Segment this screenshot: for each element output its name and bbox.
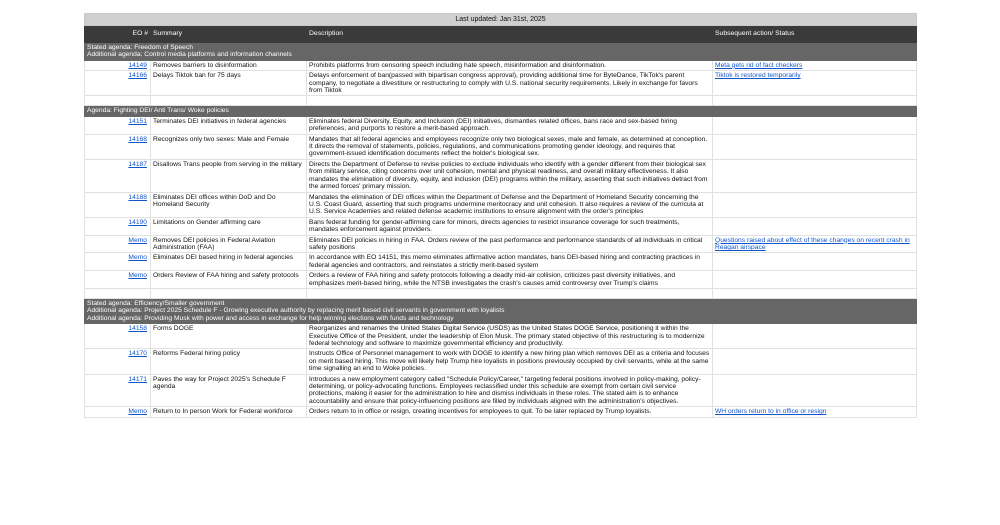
status-cell bbox=[713, 324, 917, 349]
agenda-row bbox=[85, 43, 917, 61]
agenda-row bbox=[85, 298, 917, 323]
table-row bbox=[85, 407, 917, 417]
description-cell: Mandates that all federal agencies and employees recognize only two biological sexes, male and female, as determined at conception. It directs the removal of statements, policies, regulations, and communications promoting gender ideology, and requires that government-issued identification documents reflect the holder's biological sex. bbox=[307, 134, 713, 159]
status-cell bbox=[713, 253, 917, 271]
empty-cell bbox=[713, 96, 917, 106]
eo-cell bbox=[85, 407, 151, 417]
agenda-text: Additional agenda: Project 2025 Schedule F - Growing executive authority by replacing merit based civil servants in government with loyalists bbox=[87, 307, 505, 315]
eo-cell bbox=[85, 116, 151, 134]
agenda-row bbox=[85, 106, 917, 116]
agenda-text: Stated agenda: Freedom of Speech bbox=[87, 44, 193, 51]
empty-cell bbox=[713, 288, 917, 298]
eo-link[interactable]: 14188 bbox=[128, 193, 147, 201]
table-row bbox=[85, 374, 917, 407]
status-cell bbox=[713, 217, 917, 235]
table-row bbox=[85, 159, 917, 192]
eo-link[interactable]: Memo bbox=[128, 254, 147, 262]
eo-cell bbox=[85, 60, 151, 70]
eo-cell bbox=[85, 271, 151, 289]
eo-link[interactable]: 14190 bbox=[128, 218, 147, 226]
table-row bbox=[85, 116, 917, 134]
summary-cell: Eliminates DEI offices within DoD and Do Homeland Security bbox=[151, 192, 307, 217]
empty-cell bbox=[307, 96, 713, 106]
agenda-text: Stated agenda: Efficiency/Smaller government bbox=[87, 299, 225, 307]
status-link[interactable]: WH orders return to in office or resign bbox=[715, 408, 827, 416]
description-cell: Eliminates federal Diversity, Equity, and Inclusion (DEI) initiatives, dismantles related offices, bans race and sex-based hiring preferences, and purports to restore a merit-based approach. bbox=[307, 116, 713, 134]
description-cell: Introduces a new employment category called "Schedule Policy/Career," targeting federal positions involved in policy-making, policy-determining, or policy-advocating functions. Employees reclassified under this schedule are exempt from certain civil service protections, making it easier for the administration to hire and dismiss individuals in these roles. The stated aim is to enhance accountability and ensure that policy-influencing positions are filled by individuals aligned with the administration's objectives. bbox=[307, 374, 713, 407]
title-row bbox=[85, 14, 917, 26]
header-status: Subsequent action/ Status bbox=[713, 26, 917, 43]
executive-orders-table bbox=[84, 13, 917, 418]
eo-cell bbox=[85, 253, 151, 271]
description-cell: Reorganizes and renames the United States Digital Service (USDS) as the United States DOGE Service, positioning it within the Executive Office of the President, under the leadership of Elon Musk. The primary stated objective of this restructuring is to modernize federal technology and software to maximize governmental efficiency and productivity. bbox=[307, 324, 713, 349]
summary-cell: Forms DOGE bbox=[151, 324, 307, 349]
summary-cell: Return to In person Work for Federal workforce bbox=[151, 407, 307, 417]
table-row bbox=[85, 217, 917, 235]
agenda-cell bbox=[85, 106, 917, 116]
table-row bbox=[85, 253, 917, 271]
status-cell bbox=[713, 134, 917, 159]
summary-cell: Eliminates DEI based hiring in federal agencies bbox=[151, 253, 307, 271]
status-cell bbox=[713, 374, 917, 407]
spreadsheet bbox=[84, 13, 916, 418]
eo-link[interactable]: 14149 bbox=[128, 61, 147, 69]
summary-cell: Limitations on Gender affirming care bbox=[151, 217, 307, 235]
table-row bbox=[85, 60, 917, 70]
agenda-cell bbox=[85, 298, 917, 323]
summary-cell: Paves the way for Project 2025's Schedule F agenda bbox=[151, 374, 307, 407]
summary-cell: Recognizes only two sexes: Male and Female bbox=[151, 134, 307, 159]
eo-cell bbox=[85, 349, 151, 374]
status-cell bbox=[713, 349, 917, 374]
empty-cell bbox=[85, 96, 151, 106]
table-row bbox=[85, 349, 917, 374]
spacer-row bbox=[85, 288, 917, 298]
table-row bbox=[85, 235, 917, 253]
description-cell: Eliminates DEI policies in hiring in FAA. Orders review of the past performance and performance standards of all individuals in critical safety positions bbox=[307, 235, 713, 253]
eo-link[interactable]: 14158 bbox=[128, 325, 147, 333]
agenda-cell bbox=[85, 43, 917, 61]
status-link[interactable]: Meta gets rid of fact checkers bbox=[715, 61, 803, 69]
empty-cell bbox=[85, 288, 151, 298]
table-row bbox=[85, 134, 917, 159]
status-link[interactable]: Questions raised about effect of these changes on recent crash in Reagan airspace bbox=[715, 236, 910, 251]
summary-cell: Orders Review of FAA hiring and safety protocols bbox=[151, 271, 307, 289]
eo-cell bbox=[85, 192, 151, 217]
last-updated: Last updated: Jan 31st, 2025 bbox=[85, 14, 917, 26]
table-row bbox=[85, 324, 917, 349]
status-cell bbox=[713, 192, 917, 217]
header-eo: EO # bbox=[85, 26, 151, 43]
eo-cell bbox=[85, 134, 151, 159]
eo-cell bbox=[85, 71, 151, 96]
description-cell: Bans federal funding for gender-affirming care for minors, directs agencies to restrict insurance coverage for such treatments, mandates enforcement against providers. bbox=[307, 217, 713, 235]
eo-link[interactable]: 14171 bbox=[128, 375, 147, 383]
description-cell: Orders a review of FAA hiring and safety protocols following a deadly mid-air collision, criticizes past diversity initiatives, and emphasizes merit-based hiring, while the NTSB investigates the crash's causes amid controversy over Trump's claims bbox=[307, 271, 713, 289]
empty-cell bbox=[151, 96, 307, 106]
summary-cell: Delays Tiktok ban for 75 days bbox=[151, 71, 307, 96]
status-cell bbox=[713, 235, 917, 253]
eo-link[interactable]: 14170 bbox=[128, 350, 147, 358]
eo-cell bbox=[85, 235, 151, 253]
eo-link[interactable]: 14151 bbox=[128, 117, 147, 125]
eo-link[interactable]: 14187 bbox=[128, 160, 147, 168]
status-cell bbox=[713, 407, 917, 417]
summary-cell: Disallows Trans people from serving in the military bbox=[151, 159, 307, 192]
table-row bbox=[85, 192, 917, 217]
eo-link[interactable]: Memo bbox=[128, 408, 147, 416]
header-description: Description bbox=[307, 26, 713, 43]
table-row bbox=[85, 271, 917, 289]
description-cell: In accordance with EO 14151, this memo eliminates affirmative action mandates, bans DEI-based hiring and contracting practices in federal agencies and contractors, and reinstates a strictly merit-based system bbox=[307, 253, 713, 271]
table-row bbox=[85, 71, 917, 96]
status-link[interactable]: Tiktok is restored temporarily bbox=[715, 72, 801, 80]
description-cell: Orders return to in office or resign, creating incentives for employees to quit. To be later replaced by Trump loyalists. bbox=[307, 407, 713, 417]
description-cell: Instructs Office of Personnel management to work with DOGE to identify a new hiring plan which removes DEI as a criteria and focuses on merit based hiring. This move will likely help Trump hire loyalists in positions previously occupied by civil servants, while at the same time signalling an end to Woke policies. bbox=[307, 349, 713, 374]
spacer-row bbox=[85, 96, 917, 106]
eo-cell bbox=[85, 217, 151, 235]
empty-cell bbox=[307, 288, 713, 298]
header-summary: Summary bbox=[151, 26, 307, 43]
header-row bbox=[85, 26, 917, 43]
status-cell bbox=[713, 116, 917, 134]
summary-cell: Terminates DEI initiatives in federal agencies bbox=[151, 116, 307, 134]
agenda-text: Agenda: Fighting DEI/ Anti Trans/ Woke policies bbox=[87, 107, 229, 115]
summary-cell: Removes barriers to disinformation bbox=[151, 60, 307, 70]
status-cell bbox=[713, 60, 917, 70]
description-cell: Directs the Department of Defense to revise policies to exclude individuals who identify with a gender different from their biological sex from military service, citing concerns over unit cohesion, mental and physical readiness, and overall military effectiveness. It also mandates the elimination of diversity, equity, and inclusion (DEI) programs within the military, asserting that such initiatives detract from the armed forces' primary mission. bbox=[307, 159, 713, 192]
eo-link[interactable]: Memo bbox=[128, 236, 147, 244]
eo-cell bbox=[85, 374, 151, 407]
eo-link[interactable]: 14168 bbox=[128, 135, 147, 143]
agenda-text: Additional agenda: Providing Musk with power and access in exchange for help winning elections with funds and technology bbox=[87, 314, 454, 322]
description-cell: Delays enforcement of ban(passed with bipartisan congress approval), providing additional time for ByteDance, TikTok's parent company, to negotiate a divestiture or restructuring to comply with U.S. national security requirements. Likely in exchange for favors from Tiktok bbox=[307, 71, 713, 96]
agenda-text: Additional agenda: Control media platforms and information channels bbox=[87, 51, 292, 59]
eo-cell bbox=[85, 324, 151, 349]
eo-link[interactable]: Memo bbox=[128, 272, 147, 280]
empty-cell bbox=[151, 288, 307, 298]
status-cell bbox=[713, 71, 917, 96]
status-cell bbox=[713, 271, 917, 289]
description-cell: Mandates the elimination of DEI offices within the Department of Defense and the Department of Homeland Security concerning the U.S. Coast Guard, asserting that such programs undermine meritocracy and unit cohesion. It also requires a review of the curricula at U.S. Service Academies and related defense academic institutions to ensure alignment with the order's principles bbox=[307, 192, 713, 217]
eo-cell bbox=[85, 159, 151, 192]
eo-link[interactable]: 14166 bbox=[128, 72, 147, 80]
summary-cell: Removes DEI policies in Federal Aviation Administration (FAA) bbox=[151, 235, 307, 253]
description-cell: Prohibits platforms from censoring speech including hate speech, misinformation and disinformation. bbox=[307, 60, 713, 70]
summary-cell: Reforms Federal hiring policy bbox=[151, 349, 307, 374]
status-cell bbox=[713, 159, 917, 192]
